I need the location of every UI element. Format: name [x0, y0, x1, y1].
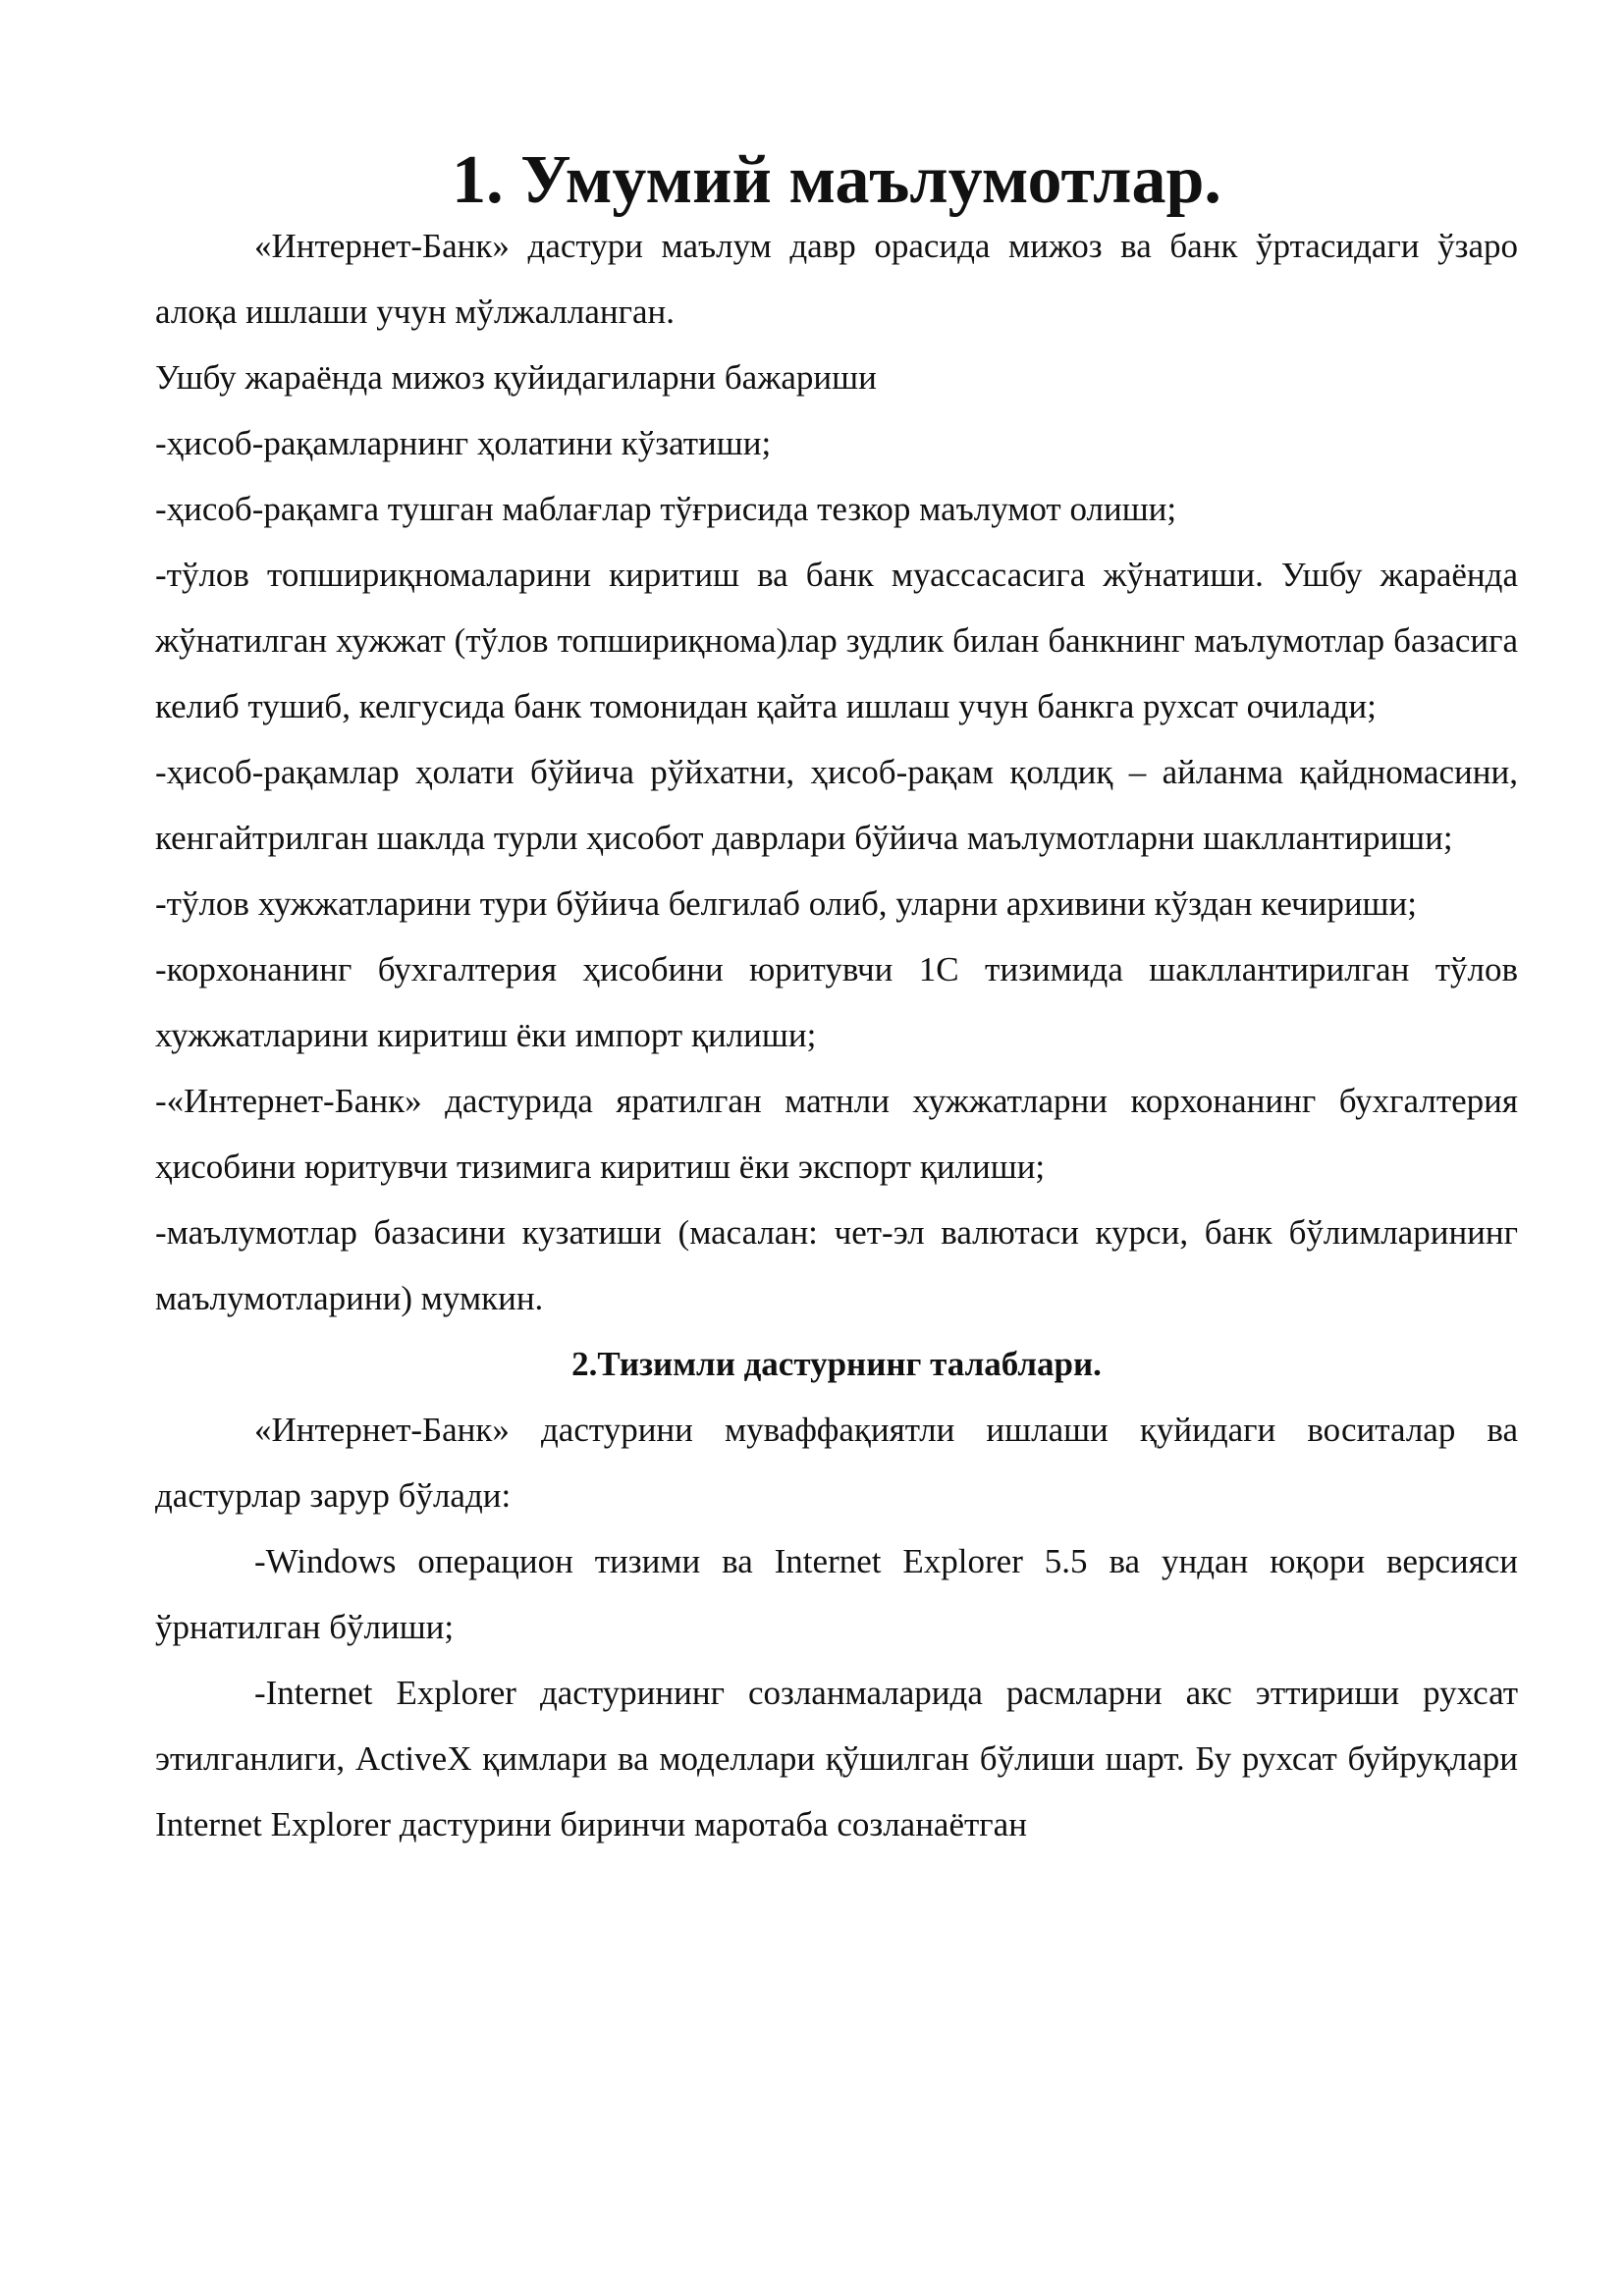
section-1-intro: «Интернет-Банк» дастури маълум давр орасида мижоз ва банк ўртасидаги ўзаро алоқа ишлаши учун мўлжалланган. — [155, 227, 1518, 331]
section-1-title: 1. Умумий маълумотлар. — [452, 142, 1221, 218]
section-2-title: 2.Тизимли дастурнинг талаблари. — [571, 1345, 1102, 1383]
list-item: -корхонанинг бухгалтерия ҳисобини юритувчи 1С тизимида шакллантирилган тўлов хужжатларини киритиш ёки импорт қилиши; — [155, 950, 1518, 1054]
list-item: -Windows операцион тизими ва Internet Explorer 5.5 ва ундан юқори версияси ўрнатилган бўлиши; — [155, 1542, 1518, 1646]
list-item: -ҳисоб-рақамга тушган маблағлар тўғрисида тезкор маълумот олиши; — [155, 490, 1177, 528]
list-item: -«Интернет-Банк» дастурида яратилган матнли хужжатларни корхонанинг бухгалтерия ҳисобини юритувчи тизимига киритиш ёки экспорт қилиши; — [155, 1082, 1518, 1186]
document-page — [155, 142, 1518, 1857]
section-2-intro: «Интернет-Банк» дастурини муваффақиятли ишлаши қуйидаги воситалар ва дастурлар зарур бўлади: — [155, 1411, 1518, 1515]
list-item: -Internet Explorer дастурининг созланмаларида расмларни акс эттириши рухсат этилганлиги, ActiveX қимлари ва моделлари қўшилган бўлиши шарт. Бу рухсат буйруқлари Internet Explorer дастурини биринчи маротаба созланаётган — [155, 1674, 1518, 1843]
list-item: -маълумотлар базасини кузатиши (масалан: чет-эл валютаси курси, банк бўлимларининг маълумотларини) мумкин. — [155, 1213, 1518, 1317]
list-item: -ҳисоб-рақамлар ҳолати бўйича рўйхатни, ҳисоб-рақам қолдиқ – айланма қайдномасини, кенгайтрилган шаклда турли ҳисобот даврлари бўйича маълумотларни шакллантириши; — [155, 753, 1518, 857]
list-item: -тўлов хужжатларини тури бўйича белгилаб олиб, уларни архивини кўздан кечириши; — [155, 884, 1417, 923]
list-item: -тўлов топшириқномаларини киритиш ва банк муассасасига жўнатиши. Ушбу жараёнда жўнатилган хужжат (тўлов топшириқнома)лар зудлик билан банкнинг маълумотлар базасига келиб тушиб, келгусида банк томонидан қайта ишлаш учун банкга рухсат очилади; — [155, 556, 1518, 725]
section-1-lead: Ушбу жараёнда мижоз қуйидагиларни бажариши — [155, 358, 877, 397]
list-item: -ҳисоб-рақамларнинг ҳолатини кўзатиши; — [155, 424, 772, 462]
